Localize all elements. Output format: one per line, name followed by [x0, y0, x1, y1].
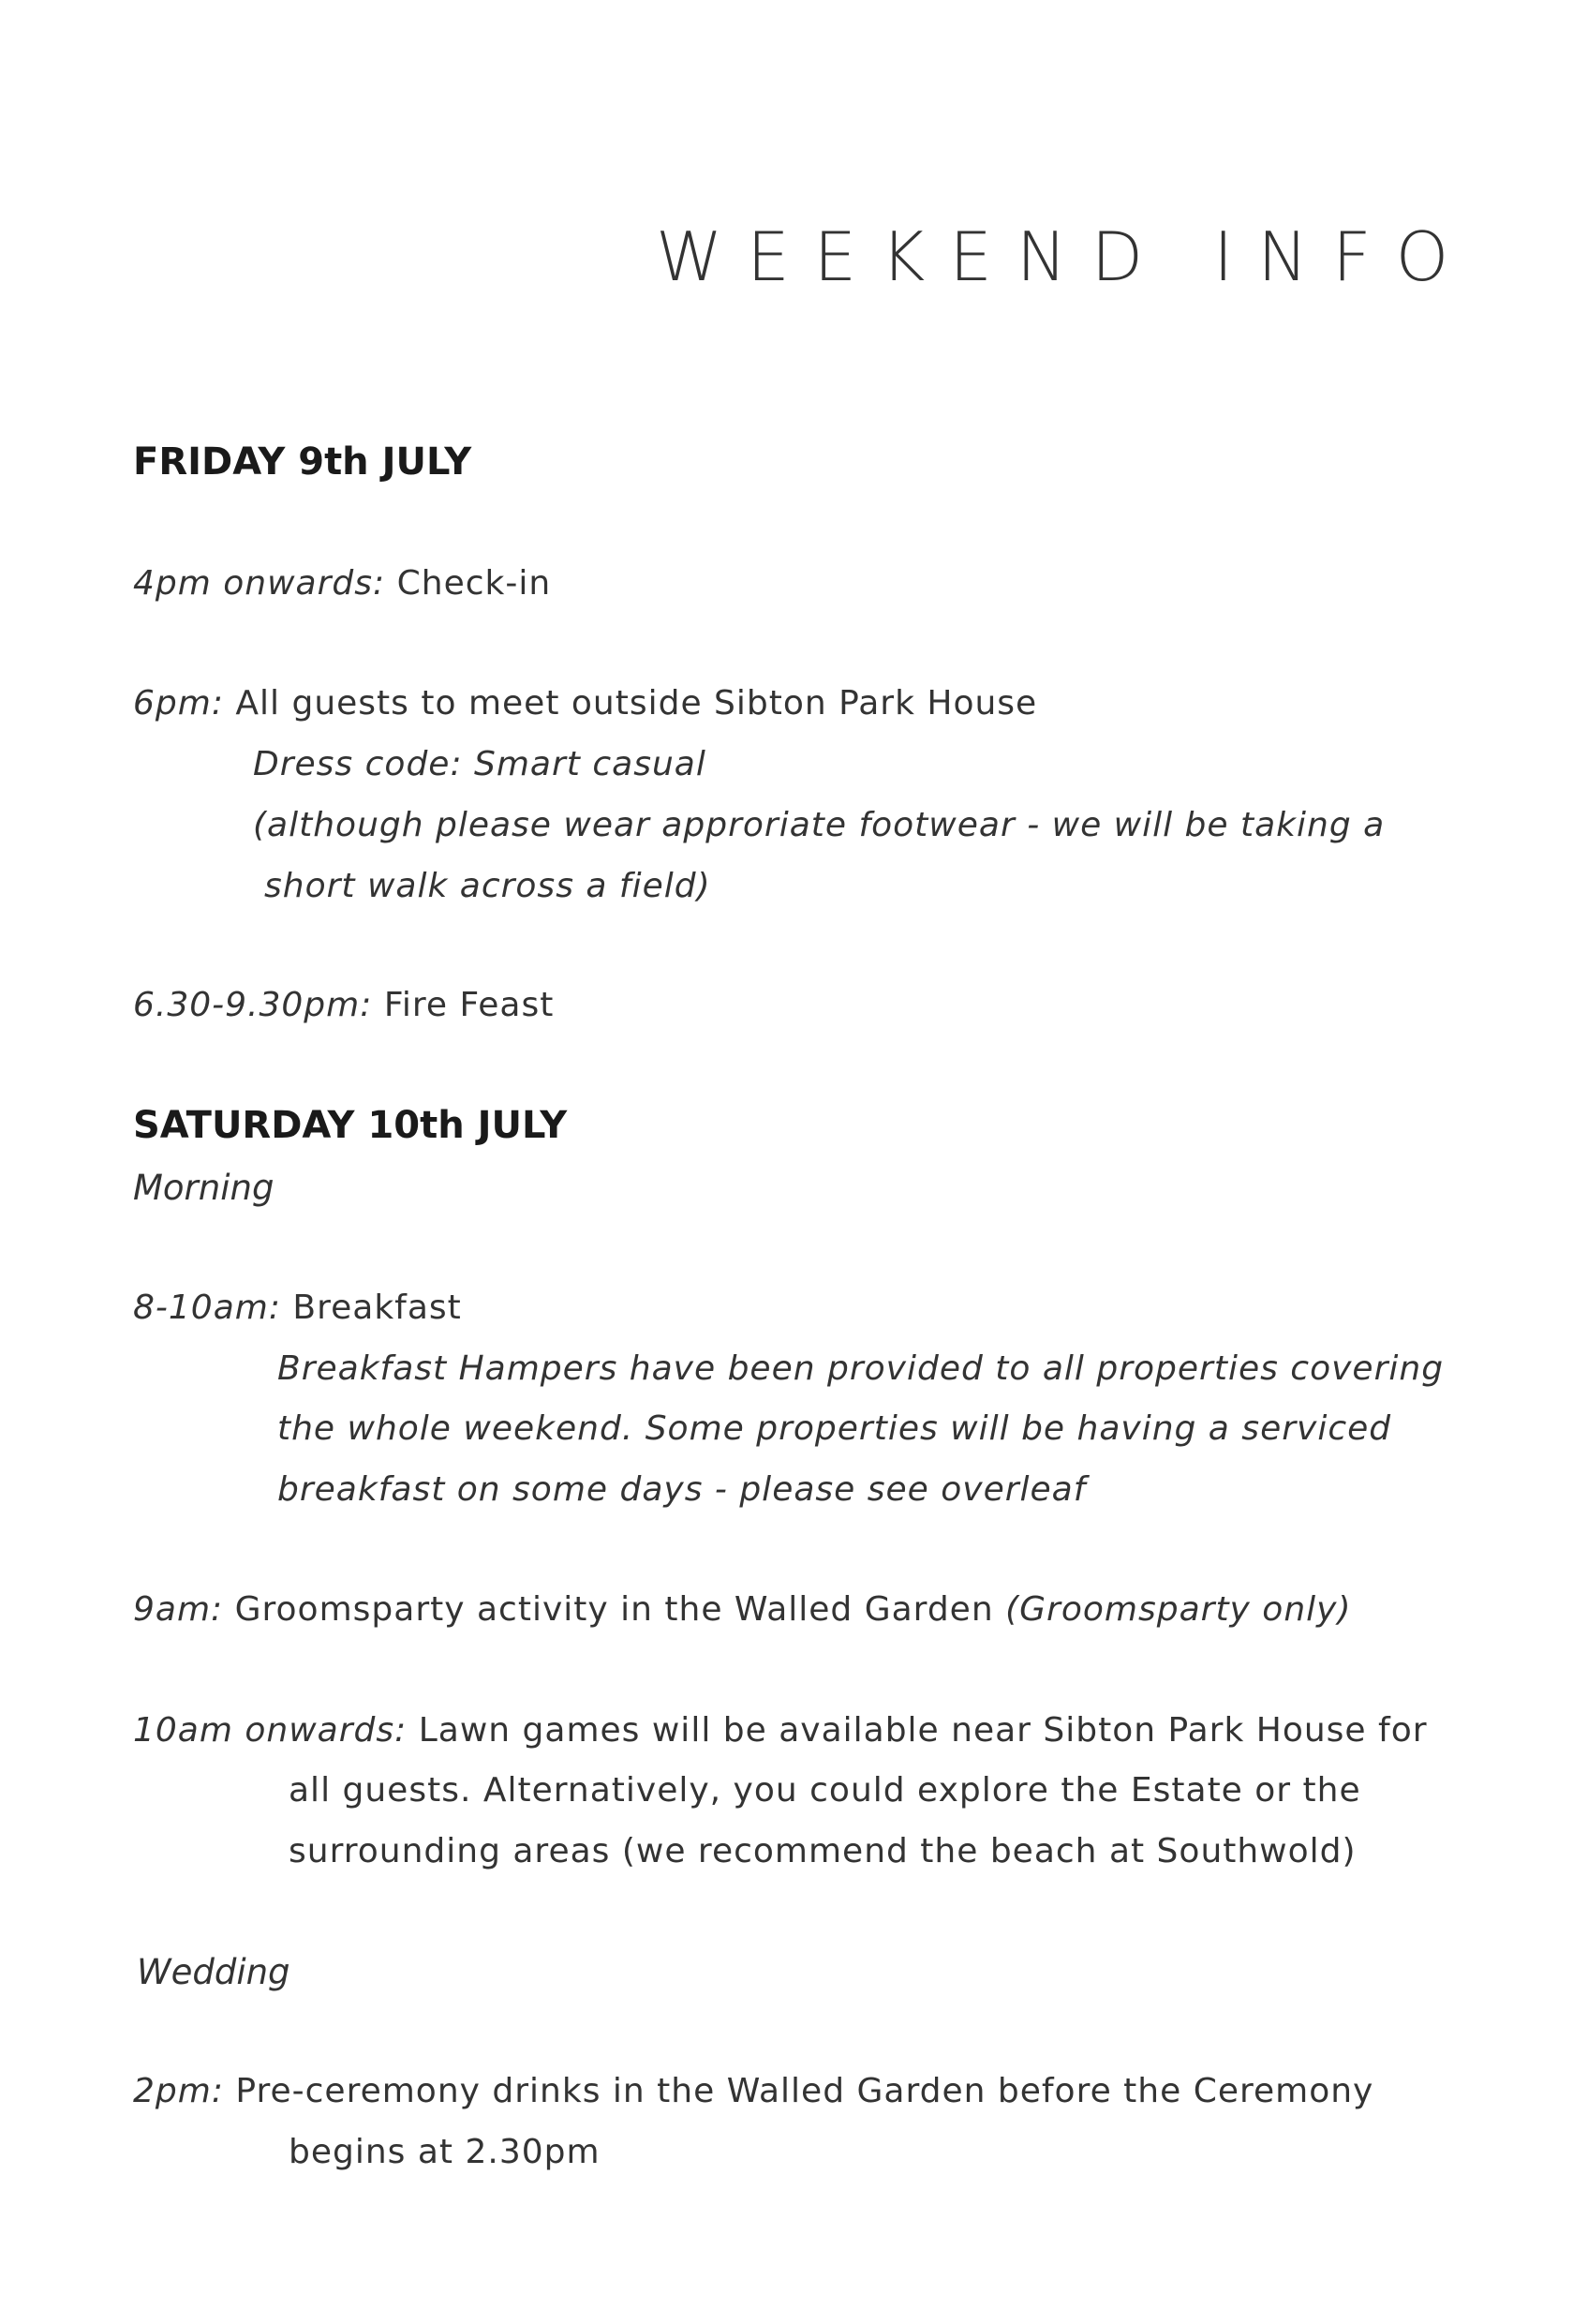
morning-label: Morning: [133, 1168, 275, 1208]
time-label: 2pm:: [133, 2072, 224, 2110]
dress-code-note: Dress code: Smart casual: [253, 745, 706, 783]
time-label: 10am onwards:: [133, 1711, 408, 1750]
time-label: 4pm onwards:: [133, 564, 386, 603]
time-label: 9am:: [133, 1590, 224, 1629]
item-text: Breakfast: [292, 1289, 462, 1327]
time-label: 8-10am:: [133, 1289, 281, 1327]
saturday-item-lawn-games: [133, 1711, 1428, 1750]
saturday-item-breakfast: [133, 1289, 462, 1327]
breakfast-note-line1: Breakfast Hampers have been provided to all properties covering: [277, 1349, 1445, 1388]
lawn-games-line3: surrounding areas (we recommend the beach at Southwold): [289, 1832, 1357, 1870]
breakfast-note-line3: breakfast on some days - please see overleaf: [277, 1470, 1087, 1509]
time-label: 6.30-9.30pm:: [133, 986, 373, 1024]
page-title: WEEKEND INFO: [656, 217, 1474, 296]
wedding-label: Wedding: [137, 1952, 290, 1992]
item-text: Fire Feast: [383, 986, 555, 1024]
groomsparty-note: (Groomsparty only): [1005, 1590, 1352, 1629]
item-text: Groomsparty activity in the Walled Garden: [234, 1590, 994, 1629]
time-label: 6pm:: [133, 684, 224, 723]
item-text: Lawn games will be available near Sibton Park House for: [418, 1711, 1428, 1750]
friday-item-fire-feast: [133, 986, 554, 1024]
footwear-note: (although please wear approriate footwear - we will be taking a: [253, 806, 1386, 844]
item-text: All guests to meet outside Sibton Park House: [235, 684, 1038, 723]
breakfast-note-line2: the whole weekend. Some properties will be having a serviced: [277, 1409, 1392, 1448]
item-text: Check-in: [396, 564, 552, 603]
friday-heading: FRIDAY 9th JULY: [133, 440, 472, 484]
item-text: Pre-ceremony drinks in the Walled Garden before the Ceremony: [235, 2072, 1374, 2110]
friday-item-checkin: [133, 564, 551, 603]
saturday-item-groomsparty: [133, 1590, 1352, 1629]
saturday-item-pre-ceremony: [133, 2072, 1373, 2110]
ceremony-time-line: begins at 2.30pm: [289, 2133, 601, 2171]
lawn-games-line2: all guests. Alternatively, you could explore the Estate or the: [289, 1771, 1361, 1810]
footwear-note-continued: short walk across a field): [264, 867, 711, 905]
saturday-heading: SATURDAY 10th JULY: [133, 1104, 568, 1147]
friday-item-meet: [133, 684, 1037, 723]
